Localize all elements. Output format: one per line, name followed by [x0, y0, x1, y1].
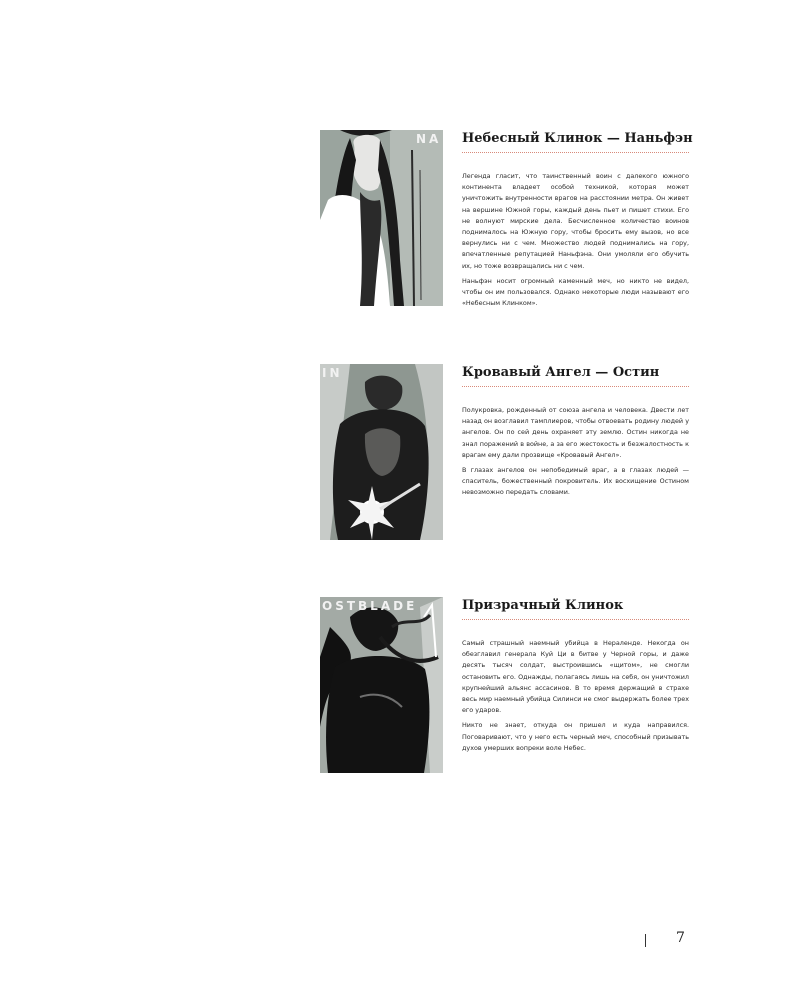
folio-divider — [645, 934, 646, 947]
entry-paragraph: Полукровка, рожденный от союза ангела и человека. Двести лет назад он возглавил тамплиеров, чтобы отвоевать родину людей у ангелов. Он по сей день охраняет эту землю. Остин никогда не знал поражений в войне, а за его жестокость и безжалостность к врагам ему дали прозвище «Кровавый Ангел». — [462, 406, 689, 459]
entry-text-column — [462, 130, 693, 313]
entry-title: Призрачный Клинок — [462, 597, 689, 620]
entry-text-column — [462, 364, 689, 503]
entry-text-column — [462, 597, 689, 758]
entry-body — [462, 638, 689, 754]
entry-body — [462, 405, 689, 499]
entry-paragraph: Легенда гласит, что таинственный воин с далекого южного континента владеет особой техникой, которая может уничтожить внутренности врагов на расстоянии метра. Он живет на вершине Южной горы, каждый день пьет и пишет стихи. Его не волнуют мирские дела. Бесчисленное количество воинов поднималось на Южную гору, чтобы бросить ему вызов, но все вернулись ни с чем. Множество людей поднимались на гору, впечатленные репутацией Наньфэна. Они умоляли его обучить их, но тоже возвращались ни с чем. — [462, 172, 689, 270]
illustration-caption-text: NA — [416, 132, 442, 146]
page-number: 7 — [676, 930, 685, 946]
entry-paragraph: В глазах ангелов он непобедимый враг, а в глазах людей — спаситель, божественный покровитель. Их восхищение Остином невозможно передать словами. — [462, 466, 689, 497]
entry-paragraph: Самый страшный наемный убийца в Нераленде. Некогда он обезглавил генерала Куй Ци в битве у Черной горы, и даже десять тысяч солдат, выстроившись «щитом», не смогли остановить его. Однажды, полагаясь лишь на себя, он уничтожил крупнейший альянс ассасинов. В то время держащий в страхе весь мир наемный убийца Силинси не смог выдержать более трех его ударов. — [462, 639, 689, 715]
character-illustration-ghost-blade — [320, 597, 443, 773]
character-illustration-austin — [320, 364, 443, 540]
illustration-caption-text: OSTBLADE — [322, 599, 418, 613]
entry-title: Небесный Клинок — Наньфэн — [462, 130, 689, 153]
entry-paragraph: Наньфэн носит огромный каменный меч, но никто не видел, чтобы он им пользовался. Однако некоторые люди называют его «Небесным Клинком». — [462, 276, 689, 308]
entry-title: Кровавый Ангел — Остин — [462, 364, 689, 387]
entry-paragraph: Никто не знает, откуда он пришел и куда направился. Поговаривают, что у него есть черный меч, способный призывать духов умерших вопреки воле Небес. — [462, 721, 689, 752]
illustration-caption-text: IN — [322, 366, 343, 380]
character-illustration-nanfeng — [320, 130, 443, 306]
entry-body — [462, 171, 689, 309]
